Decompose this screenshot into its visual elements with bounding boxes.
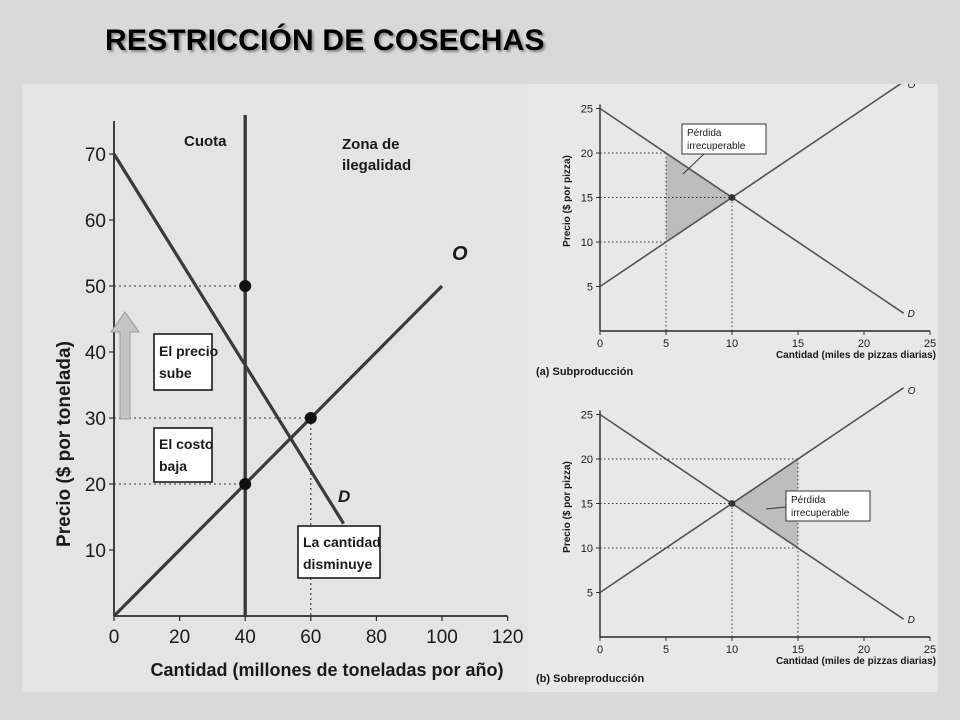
x-tick-label: 120	[491, 627, 524, 648]
deadweight-label-line1: Pérdida	[791, 495, 826, 506]
x-tick-label: 10	[725, 644, 739, 656]
supply-label: O	[907, 385, 916, 397]
x-tick-label: 60	[300, 627, 322, 648]
harvest-quota-chart	[22, 84, 528, 692]
illegal-zone-label-line1: Zona de	[342, 136, 400, 153]
y-tick-label: 5	[586, 281, 593, 294]
y-tick-label: 25	[580, 409, 593, 422]
deadweight-label-line1: Pérdida	[687, 128, 722, 139]
demand-label: D	[907, 309, 915, 321]
x-tick-label: 20	[857, 338, 871, 350]
x-axis-label: Cantidad (miles de pizzas diarias)	[775, 350, 936, 361]
deadweight-label-line2: irrecuperable	[687, 141, 746, 152]
y-tick-label: 15	[580, 498, 593, 511]
demand-label: D	[907, 615, 915, 627]
price-rises-line2: sube	[159, 365, 192, 381]
x-tick-label: 5	[662, 338, 670, 350]
y-axis-label: Precio ($ por pizza)	[562, 461, 573, 553]
price-up-arrow	[111, 312, 139, 419]
x-tick-label: 15	[791, 644, 805, 656]
x-tick-label: 25	[923, 338, 937, 350]
y-tick-label: 10	[580, 543, 593, 555]
y-tick-label: 50	[84, 277, 106, 298]
y-tick-label: 40	[84, 343, 106, 364]
y-tick-label: 20	[580, 454, 593, 466]
x-tick-label: 20	[857, 644, 871, 656]
y-axis-label: Precio ($ por tonelada)	[54, 341, 75, 547]
y-tick-label: 20	[84, 475, 106, 496]
y-tick-label: 15	[580, 192, 593, 205]
demand-label: D	[338, 487, 351, 506]
price-rises-line1: El precio	[159, 343, 219, 359]
x-tick-label: 0	[596, 644, 604, 656]
data-point	[305, 412, 317, 424]
x-tick-label: 15	[791, 338, 805, 350]
supply-label: O	[907, 84, 916, 91]
slide-title: RESTRICCIÓN DE COSECHAS	[105, 24, 545, 57]
equilibrium-point	[729, 194, 736, 201]
demand-line	[114, 154, 344, 524]
x-axis-label: Cantidad (miles de pizzas diarias)	[775, 656, 936, 667]
x-tick-label: 0	[596, 338, 604, 350]
y-tick-label: 5	[586, 587, 593, 600]
y-tick-label: 25	[580, 103, 593, 116]
illegal-zone-label-line2: ilegalidad	[342, 157, 412, 174]
bottom-caption: (b) Sobreproducción	[536, 673, 645, 685]
cost-falls-line1: El costo	[159, 436, 214, 452]
cost-falls-line2: baja	[159, 458, 188, 474]
deadweight-label-line2: irrecuperable	[791, 508, 850, 519]
y-tick-label: 60	[84, 211, 106, 232]
quantity-falls-line2: disminuye	[303, 556, 373, 572]
y-tick-label: 10	[580, 237, 593, 249]
y-tick-label: 20	[580, 148, 593, 160]
x-tick-label: 20	[169, 627, 191, 648]
x-tick-label: 40	[234, 627, 256, 648]
top-caption: (a) Subproducción	[536, 366, 634, 378]
x-tick-label: 25	[923, 644, 937, 656]
x-tick-label: 100	[426, 627, 458, 648]
x-axis-label: Cantidad (millones de toneladas por año)	[150, 660, 504, 680]
supply-label: O	[452, 243, 468, 265]
pizza-charts-panel	[528, 84, 938, 692]
deadweight-loss-area	[666, 153, 732, 242]
pizza-deadweight-charts	[528, 84, 938, 692]
y-tick-label: 10	[84, 541, 106, 562]
supply-line	[600, 84, 904, 287]
y-axis-label: Precio ($ por pizza)	[562, 155, 573, 247]
data-point	[239, 478, 251, 490]
harvest-quota-chart-panel	[22, 84, 528, 692]
data-point	[239, 280, 251, 292]
quota-label: Cuota	[184, 133, 227, 150]
quantity-falls-line1: La cantidad	[303, 534, 381, 550]
equilibrium-point	[729, 500, 736, 507]
y-tick-label: 70	[84, 145, 106, 166]
supply-line	[600, 388, 904, 593]
y-tick-label: 30	[84, 409, 106, 430]
x-tick-label: 10	[725, 338, 739, 350]
x-tick-label: 5	[662, 644, 670, 656]
x-tick-label: 80	[365, 627, 387, 648]
x-tick-label: 0	[108, 627, 120, 648]
